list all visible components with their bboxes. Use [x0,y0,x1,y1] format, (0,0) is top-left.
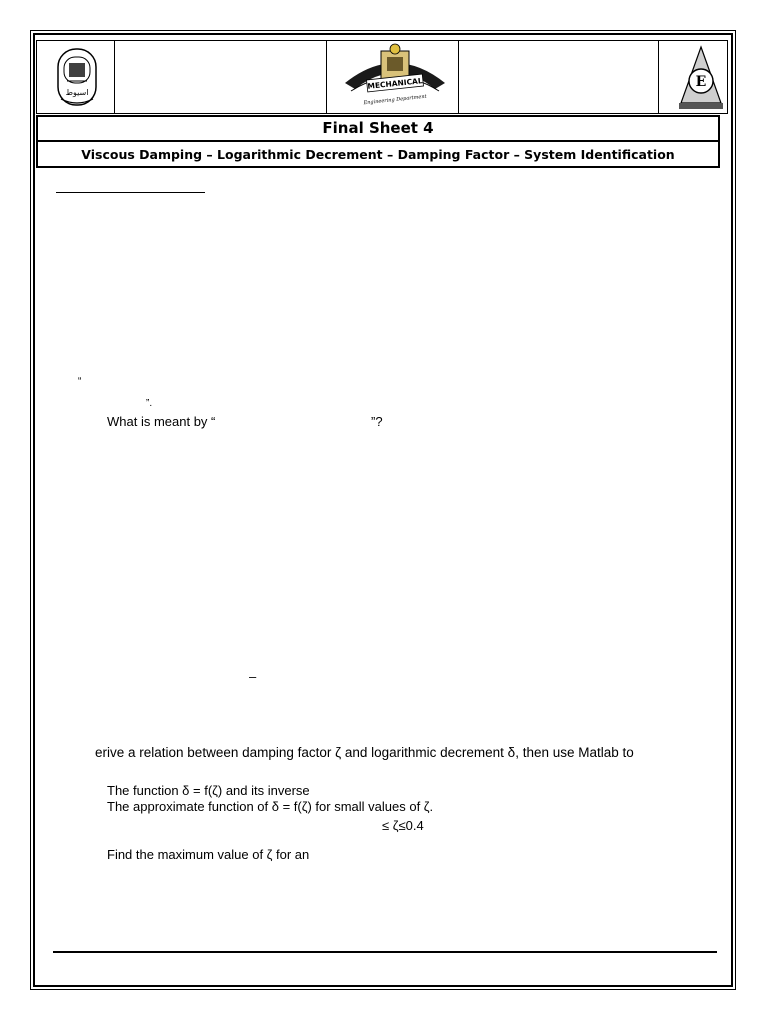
logo-cell-left [37,41,115,113]
logo-cell-blank-2 [459,41,659,113]
sheet-title: Final Sheet 4 [38,117,718,142]
logo-cell-blank-1 [115,41,327,113]
logo-cell-center [327,41,459,113]
list-item-4: Find the maximum value of ζ for an [107,847,310,862]
close-quote-mark: ”. [146,398,153,409]
question-suffix: ”? [371,414,383,429]
svg-text:E: E [695,74,707,90]
sheet-subtitle: Viscous Damping – Logarithmic Decrement – Damping Factor – System Identification [81,147,675,162]
list-item-1: The function δ = f(ζ) and its inverse [107,783,310,798]
question-prefix: What is meant by “ [107,414,216,429]
university-seal-logo [55,47,99,109]
open-quote-mark: “ [78,376,82,387]
derive-instruction: erive a relation between damping factor ζ and logarithmic decrement δ, then use Matlab to [95,745,634,760]
short-underline [56,192,205,193]
faculty-of-engineering-logo [677,45,725,111]
svg-text:MECHANICAL: MECHANICAL [367,76,424,91]
dash-mark: – [249,669,257,684]
page-border-inner [33,33,733,987]
logo-cell-right [659,41,727,113]
list-item-3: ≤ ζ≤0.4 [382,818,424,833]
logo-header-table [36,40,728,114]
svg-text:Engineering Department: Engineering Department [363,93,427,107]
mechanical-engineering-department-logo [337,43,453,111]
footer-rule [53,951,717,953]
title-box [36,115,720,168]
list-item-2: The approximate function of δ = f(ζ) for small values of ζ. [107,799,434,814]
svg-text:اسيوط: اسيوط [65,88,89,97]
